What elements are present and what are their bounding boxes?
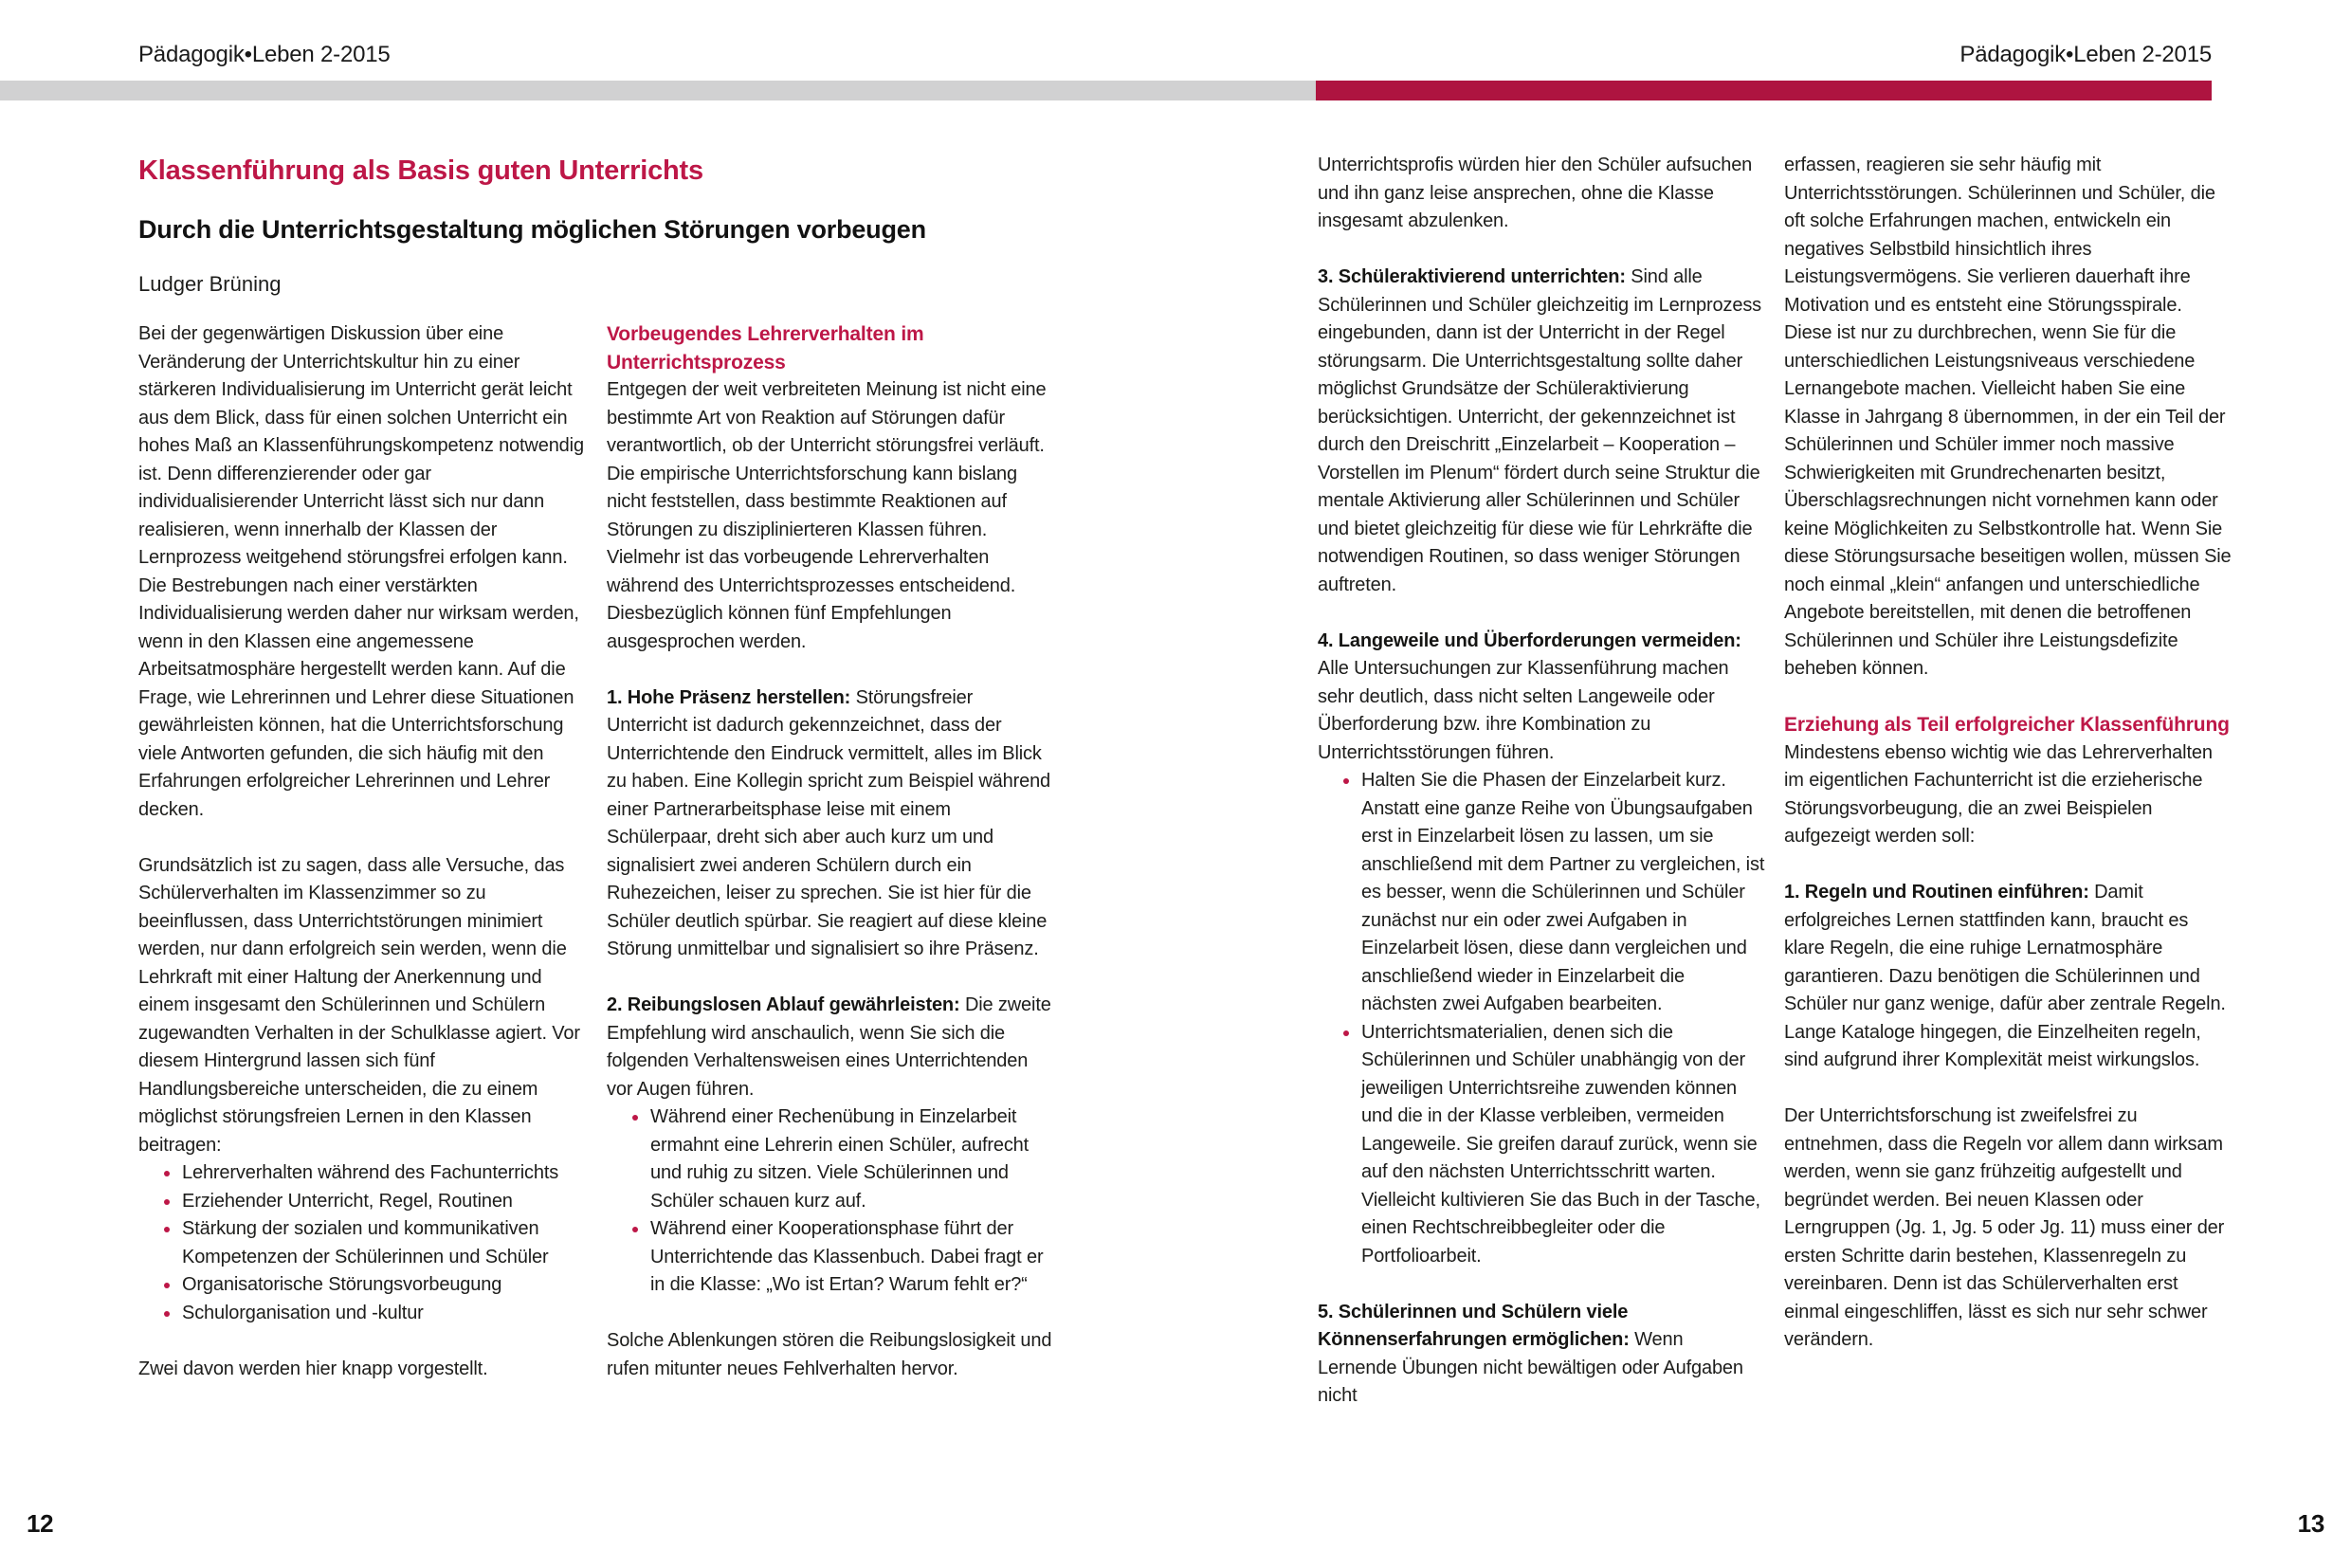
paragraph [607, 684, 1054, 964]
bullet-item: Stärkung der sozialen und kommunikativen Kompetenzen der Schülerinnen und Schüler [138, 1215, 586, 1271]
bullet-item: Unterrichtsmaterialien, denen sich die Schülerinnen und Schüler unabhängig von der jeweiligen Unterrichtsreihe zuwenden können und die in der Klasse verbleiben, vermeiden Langeweile. Sie greifen darauf zurück, wenn sie auf den nächsten Unterrichtsschritt warten. Vielleicht kultivieren Sie das Buch in der Tasche, einen Rechtschreibbegleiter oder die Portfolioarbeit. [1318, 1019, 1765, 1271]
bullet-list [607, 1103, 1054, 1300]
left-page-column-2 [607, 320, 1054, 1383]
bullet-item: Schulorganisation und -kultur [138, 1300, 586, 1328]
section-heading: Vorbeugendes Lehrerverhalten im Unterrichtsprozess [607, 323, 924, 374]
header-bar-red [1316, 81, 2212, 100]
paragraph [1318, 628, 1765, 768]
paragraph: Grundsätzlich ist zu sagen, dass alle Versuche, das Schülerverhalten im Klassenzimmer so zu beeinflussen, dass Unterrichtstörungen minimiert werden, nur dann erfolgreich sein werden, wenn die Lehrkraft mit einer Haltung der Anerkennung und einem insgesamt den Schülerinnen und Schülern zugewandten Verhalten in der Schulklasse agiert. Vor diesem Hintergrund lassen sich fünf Handlungsbereiche unterscheiden, die zu einem möglichst störungsfreien Lernen in den Klassen beitragen: [138, 854, 580, 1156]
paragraph [1784, 879, 2232, 1075]
paragraph-lead: 3. Schüleraktivierend unterrichten: [1318, 266, 1626, 287]
bullet-item: Lehrerverhalten während des Fachunterrichts [138, 1159, 586, 1188]
bullet-item: Während einer Rechenübung in Einzelarbeit ermahnt eine Lehrerin einen Schüler, aufrecht und ruhig zu sitzen. Viele Schülerinnen und Schüler schauen kurz auf. [607, 1103, 1054, 1215]
running-head-left: Pädagogik•Leben 2-2015 [138, 42, 391, 67]
paragraph-lead: 4. Langeweile und Überforderungen vermeiden: [1318, 629, 1741, 651]
bullet-item: Halten Sie die Phasen der Einzelarbeit kurz. Anstatt eine ganze Reihe von Übungsaufgaben erst in Einzelarbeit lösen zu lassen, um sie anschließend mit dem Partner zu vergleichen, ist es besser, wenn die Schülerinnen und Schüler zunächst nur ein oder zwei Aufgaben in Einzelarbeit lösen, diese dann vergleichen und anschließend wieder in Einzelarbeit die nächsten zwei Aufgaben bearbeiten. [1318, 767, 1765, 1019]
paragraph [607, 992, 1054, 1103]
article-subtitle: Durch die Unterrichtsgestaltung möglichen Störungen vorbeugen [138, 215, 926, 244]
article-title: Klassenführung als Basis guten Unterrichts [138, 155, 703, 186]
left-page-column-1 [138, 320, 586, 1383]
article-author: Ludger Brüning [138, 272, 282, 296]
right-page-column-2 [1784, 152, 2232, 1355]
right-page-column-1 [1318, 152, 1765, 1411]
bullet-item: Während einer Kooperationsphase führt der Unterrichtende das Klassenbuch. Dabei fragt er in die Klasse: „Wo ist Ertan? Warum fehlt er?“ [607, 1215, 1054, 1300]
paragraph: Der Unterrichtsforschung ist zweifelsfrei zu entnehmen, dass die Regeln vor allem dann wirksam werden, wenn sie ganz frühzeitig aufgestellt und begründet werden. Bei neuen Klassen oder Lerngruppen (Jg. 1, Jg. 5 oder Jg. 11) muss einer der ersten Schritte darin bestehen, Klassenregeln zu vereinbaren. Denn ist das Schülerverhalten erst einmal eingeschliffen, lässt es sich nur sehr schwer verändern. [1784, 1105, 2225, 1350]
paragraph: erfassen, reagieren sie sehr häufig mit Unterrichtsstörungen. Schülerinnen und Schüler, die oft solche Erfahrungen machen, entwickeln ein negatives Selbstbild hinsichtlich ihres Leistungsvermögens. Sie verlieren dauerhaft ihre Motivation und es entsteht eine Störungsspirale. Diese ist nur zu durchbrechen, wenn Sie für die unterschiedlichen Leistungsniveaus verschiedene Lernangebote machen. Vielleicht haben Sie eine Klasse in Jahrgang 8 übernommen, in der ein Teil der Schülerinnen und Schüler immer noch massive Schwierigkeiten mit Grundrechenarten besitzt, Überschlagsrechnungen nicht vornehmen kann oder keine Möglichkeiten zu Selbstkontrolle hat. Wenn Sie diese Störungsursache beseitigen wollen, müssen Sie noch einmal „klein“ anfangen und unterschiedliche Angebote bereitstellen, mit denen die betroffenen Schülerinnen und Schüler ihre Leistungsdefizite beheben können. [1784, 155, 2232, 679]
bullet-item: Organisatorische Störungsvorbeugung [138, 1271, 586, 1300]
paragraph: Bei der gegenwärtigen Diskussion über eine Veränderung der Unterrichtskultur hin zu einer stärkeren Individualisierung im Unterricht gerät leicht aus dem Blick, dass für einen solchen Unterricht ein hohes Maß an Klassenführungskompetenz notwendig ist. Denn differenzierender oder gar individualisierender Unterricht lässt sich nur dann realisieren, wenn innerhalb der Klassen der Lernprozess weitgehend störungsfrei erfolgen kann. Die Bestrebungen nach einer verstärkten Individualisierung werden daher nur wirksam werden, wenn in den Klassen eine angemessene Arbeitsatmosphäre hergestellt werden kann. Auf die Frage, wie Lehrerinnen und Lehrer diese Situationen gewährleisten können, hat die Unterrichtsforschung viele Antworten gefunden, die sich häufig mit den Erfahrungen erfolgreicher Lehrerinnen und Lehrer decken. [138, 323, 584, 820]
bullet-list [1318, 767, 1765, 1270]
paragraph: Zwei davon werden hier knapp vorgestellt. [138, 1358, 488, 1379]
paragraph: Entgegen der weit verbreiteten Meinung ist nicht eine bestimmte Art von Reaktion auf Störungen dafür verantwortlich, ob der Unterricht störungsfrei verläuft. Die empirische Unterrichtsforschung kann bislang nicht feststellen, dass bestimmte Reaktionen auf Störungen zu disziplinierteren Klassen führen. Vielmehr ist das vorbeugende Lehrerverhalten während des Unterrichtsprozesses entscheidend. Diesbezüglich können fünf Empfehlungen ausgesprochen werden. [607, 379, 1047, 652]
paragraph-text: Sind alle Schülerinnen und Schüler gleichzeitig im Lernprozess eingebunden, dann ist der Unterricht in der Regel störungsarm. Die Unterrichtsgestaltung sollte daher möglichst Grundsätze der Schüleraktivierung berücksichtigen. Unterricht, der gekennzeichnet ist durch den Dreischritt „Einzelarbeit – Kooperation – Vorstellen im Plenum“ fördert durch seine Struktur die mentale Aktivierung aller Schülerinnen und Schüler und bietet gleichzeitig für diese wie für Lehrkräfte die notwendigen Routinen, so dass weniger Störungen auftreten. [1318, 266, 1762, 595]
page-number-left: 12 [27, 1509, 54, 1538]
bullet-list [138, 1159, 586, 1327]
paragraph-lead: 2. Reibungslosen Ablauf gewährleisten: [607, 994, 960, 1015]
paragraph-text: Die zweite Empfehlung wird anschaulich, wenn Sie sich die folgenden Verhaltensweisen eines Unterrichtenden vor Augen führen. [607, 994, 1051, 1100]
paragraph: Unterrichtsprofis würden hier den Schüler aufsuchen und ihn ganz leise ansprechen, ohne die Klasse insgesamt abzulenken. [1318, 155, 1753, 231]
paragraph-text: Damit erfolgreiches Lernen stattfinden kann, braucht es klare Regeln, die eine ruhige Lernatmosphäre garantieren. Dazu benötigen die Schülerinnen und Schüler nur ganz wenige, dafür aber zentrale Regeln. Lange Kataloge hingegen, die Einzelheiten regeln, sind aufgrund ihrer Komplexität meist wirkungslos. [1784, 882, 2226, 1070]
paragraph [1318, 1299, 1765, 1411]
paragraph [1318, 264, 1765, 599]
section-heading: Erziehung als Teil erfolgreicher Klassenführung [1784, 714, 2230, 736]
paragraph-lead: 1. Hohe Präsenz herstellen: [607, 686, 851, 708]
header-bar-gray [0, 81, 1316, 100]
paragraph: Solche Ablenkungen stören die Reibungslosigkeit und rufen mitunter neues Fehlverhalten hervor. [607, 1330, 1052, 1379]
paragraph-lead: 5. Schülerinnen und Schülern viele Könnenserfahrungen ermöglichen: [1318, 1301, 1630, 1350]
page-number-right: 13 [2297, 1509, 2324, 1538]
paragraph: Mindestens ebenso wichtig wie das Lehrerverhalten im eigentlichen Fachunterricht ist die erzieherische Störungsvorbeugung, die an zwei Beispielen aufgezeigt werden soll: [1784, 741, 2213, 847]
paragraph-text: Alle Untersuchungen zur Klassenführung machen sehr deutlich, dass nicht selten Langeweile oder Überforderung bzw. ihre Kombination zu Unterrichtsstörungen führen. [1318, 658, 1729, 763]
paragraph-text: Störungsfreier Unterricht ist dadurch gekennzeichnet, dass der Unterrichtende den Eindruck vermittelt, alles im Blick zu haben. Eine Kollegin spricht zum Beispiel während einer Partnerarbeitsphase leise mit einem Schülerpaar, dreht sich aber auch kurz um und signalisiert zwei anderen Schülern durch ein Ruhezeichen, leiser zu sprechen. Sie ist hier für die Schüler deutlich spürbar. Sie reagiert auf diese kleine Störung unmittelbar und signalisiert so ihre Präsenz. [607, 686, 1051, 959]
paragraph-lead: 1. Regeln und Routinen einführen: [1784, 882, 2089, 903]
running-head-right: Pädagogik•Leben 2-2015 [1959, 42, 2212, 67]
paragraph-text: Wenn Lernende Übungen nicht bewältigen oder Aufgaben nicht [1318, 1329, 1743, 1406]
bullet-item: Erziehender Unterricht, Regel, Routinen [138, 1188, 586, 1216]
